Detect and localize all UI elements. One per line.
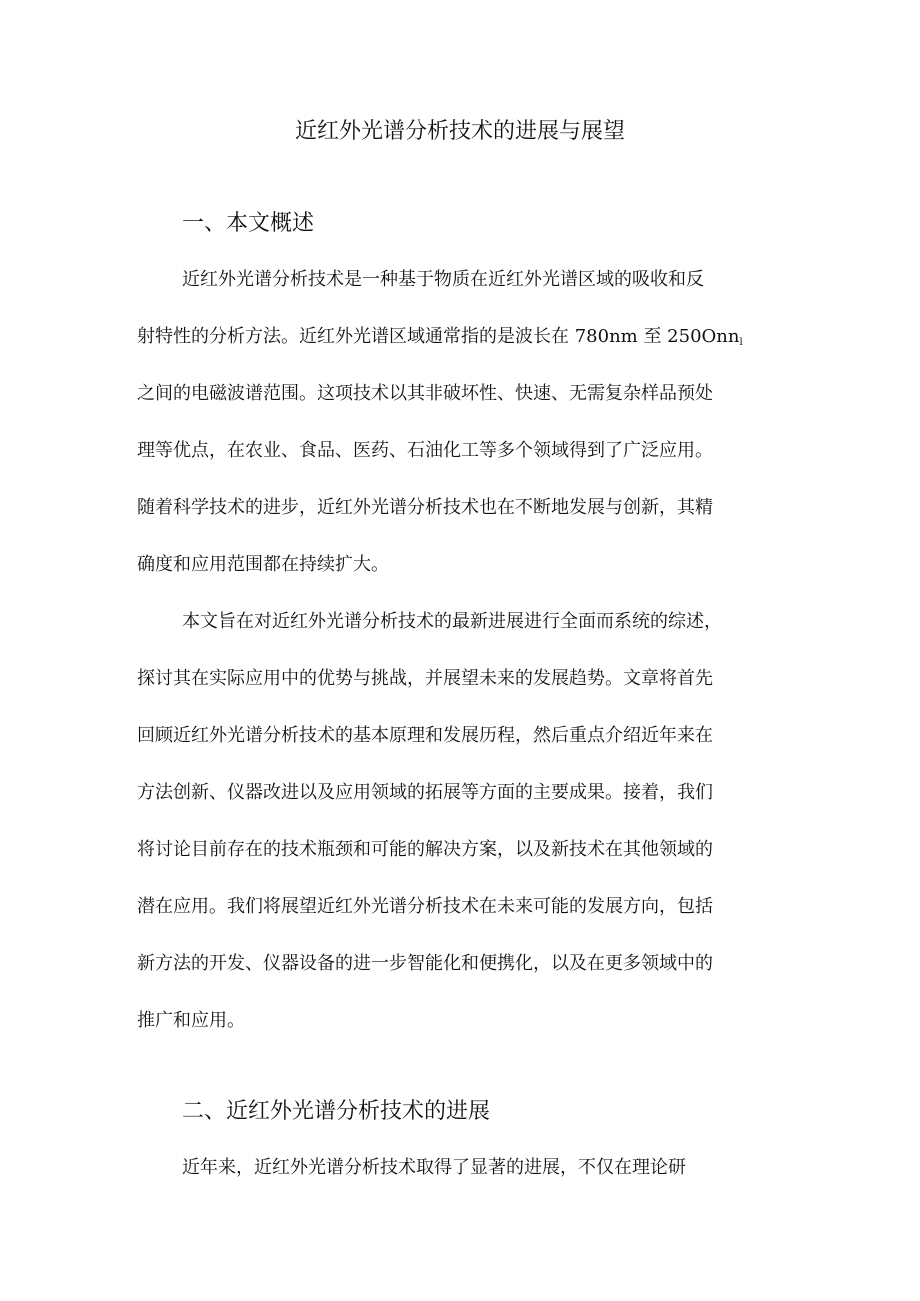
paragraph-line: 方法创新、仪器改进以及应用领域的拓展等方面的主要成果。接着，我们: [137, 782, 713, 803]
document-title: 近红外光谱分析技术的进展与展望: [294, 119, 625, 144]
paragraph-line: 潜在应用。我们将展望近红外光谱分析技术在未来可能的发展方向，包括: [137, 896, 713, 917]
paragraph-line: 近红外光谱分析技术是一种基于物质在近红外光谱区域的吸收和反: [182, 269, 704, 290]
section-2-heading: 二、近红外光谱分析技术的进展: [182, 1099, 491, 1124]
paragraph-line: 回顾近红外光谱分析技术的基本原理和发展历程，然后重点介绍近年来在: [137, 725, 713, 746]
subscript-mark: l: [739, 337, 743, 348]
paragraph-line: 新方法的开发、仪器设备的进一步智能化和便携化，以及在更多领域中的: [137, 953, 713, 974]
paragraph-line-text: 射特性的分析方法。近红外光谱区域通常指的是波长在 780nm 至 250Onn: [137, 326, 740, 347]
paragraph-line: 将讨论目前存在的技术瓶颈和可能的解决方案，以及新技术在其他领域的: [137, 839, 713, 860]
section-1-heading: 一、本文概述: [182, 211, 315, 236]
paragraph-line: 确度和应用范围都在持续扩大。: [137, 554, 389, 575]
paragraph-line: 推广和应用。: [137, 1010, 245, 1031]
paragraph-line: 理等优点，在农业、食品、医药、石油化工等多个领域得到了广泛应用。: [137, 440, 713, 461]
paragraph-line: 探讨其在实际应用中的优势与挑战，并展望未来的发展趋势。文章将首先: [137, 668, 713, 689]
paragraph-line: 本文旨在对近红外光谱分析技术的最新进展进行全面而系统的综述，: [182, 611, 722, 632]
paragraph-line: 随着科学技术的进步，近红外光谱分析技术也在不断地发展与创新，其精: [137, 497, 713, 518]
paragraph-line: [137, 322, 743, 358]
paragraph-line: 之间的电磁波谱范围。这项技术以其非破坏性、快速、无需复杂样品预处: [137, 383, 713, 404]
paragraph-line: 近年来，近红外光谱分析技术取得了显著的进展，不仅在理论研: [182, 1157, 686, 1178]
